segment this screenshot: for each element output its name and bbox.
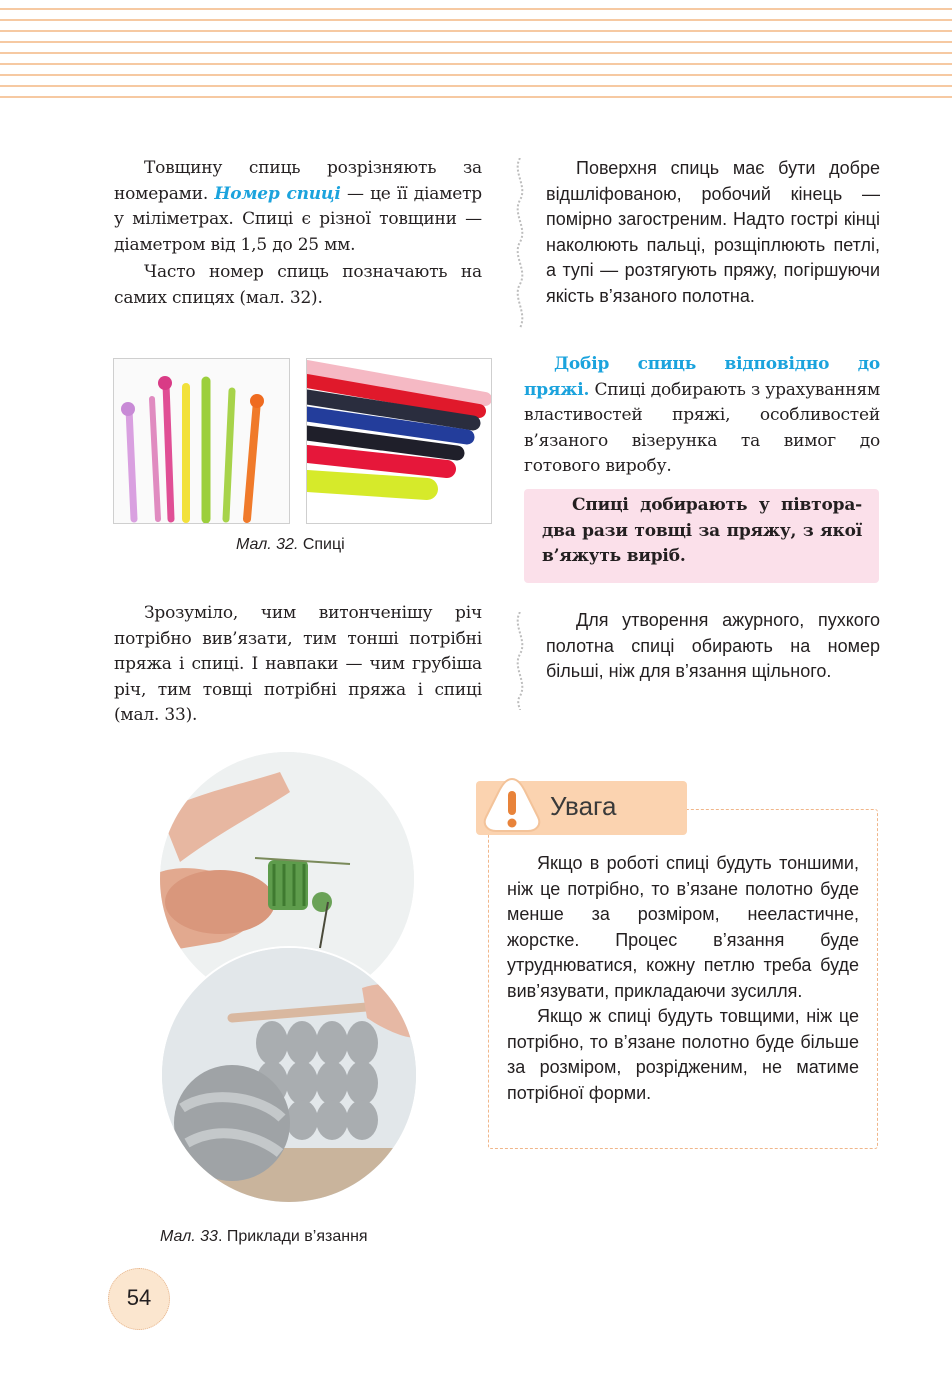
figure-32-caption: Мал. 32. Спиці — [236, 536, 345, 553]
side-note-surface: Поверхня спиць має бути добре відшліфованою, робочий кінець — помірно загостреним. Надто гострі кінці наколюють пальці, розщіплюють петлі, а тупі — розтягують пряжу, погіршуючи якість в’язаного полотна. — [546, 158, 880, 306]
attention-header — [476, 781, 687, 835]
term-needle-selection: Добір спиць відповідно до пряжі. — [524, 354, 880, 400]
paragraph-needle-number: Товщину спиць розрізняють за номерами. Номер спиці — це її діаметр у міліметрах. Спиці є різної товщини — діаметром від 1,5 до 25 мм. — [114, 158, 482, 255]
side-note-openwork: Для утворення ажурного, пухкого полотна спиці обирають на номер більші, ніж для в’язання щільного. — [546, 610, 880, 681]
paragraph-needle-marking: Часто номер спиць позначають на самих спицях (мал. 32). — [114, 262, 482, 308]
warning-icon — [482, 775, 542, 835]
rule-box: Спиці добирають у півтора-два рази товщі за пряжу, з якої в’яжуть виріб. — [524, 489, 879, 583]
page-number: 54 — [126, 1285, 152, 1310]
term-needle-number: Номер спиці — [214, 183, 341, 204]
attention-text: Якщо в роботі спиці будуть тоншими, ніж це потрібно, то в’язане полотно буде менше за розміром, нееластичне, жорстке. Процес в’язання буде утруднюватися, кожну петлю треба буде вив’язувати, прикладаючи зусилля. Якщо ж спиці будуть товщими, ніж це потрібно, то в’язане полотно буде більше за розміром, розрідженим, не матиме потрібної форми. — [507, 853, 859, 1103]
attention-title: Увага — [550, 791, 617, 821]
photo-thick-needles — [306, 358, 492, 524]
page-number-badge — [108, 1268, 170, 1330]
wave-divider-icon — [510, 612, 530, 710]
wave-divider-icon — [510, 158, 530, 328]
header-lines — [0, 0, 952, 104]
figure-33-caption: Мал. 33. Приклади в’язання — [160, 1228, 368, 1245]
intro-text — [114, 156, 482, 311]
paragraph-thickness: Зрозуміло, чим витонченішу річ потрібно вив’язати, тим тонші потрібні пряжа і спиці. І навпаки — чим грубіша річ, тим товщі потрібні пряжа і спиці (мал. 33). — [114, 603, 482, 725]
section-needle-selection: Добір спиць відповідно до пряжі. Спиці добирають з урахуванням властивостей пряжі, особливостей в’язаного візерунка та вимог до готового виробу. — [524, 354, 880, 476]
photo-colored-needles — [113, 358, 290, 524]
photo-chunky-knitting — [160, 946, 418, 1204]
